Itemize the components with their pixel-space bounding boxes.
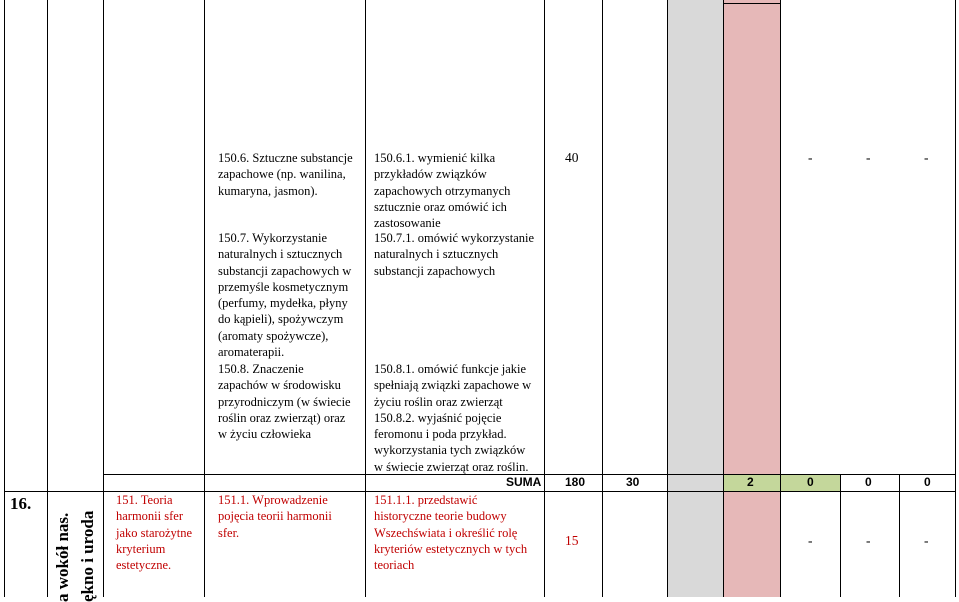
content-item-150-6: 150.6. Sztuczne substancje zapachowe (np. wanilina, kumaryna, jasmon).	[218, 151, 353, 198]
dash-value: -	[866, 150, 871, 165]
grid-line	[4, 0, 5, 597]
grid-line	[544, 0, 545, 597]
suma-label: SUMA	[506, 475, 542, 489]
dash-value: -	[924, 150, 929, 165]
suma-value: 30	[626, 475, 640, 489]
content-item-151-1: 151.1. Wprowadzenie pojęcia teorii harmonii sfer.	[218, 493, 332, 540]
objective-item-150-7: 150.7.1. omówić wykorzystanie naturalnych i sztucznych substancji zapachowych	[374, 231, 535, 278]
grid-line	[47, 0, 48, 597]
suma-value: 0	[865, 475, 872, 489]
topic-151: 151. Teoria harmonii sfer jako starożytne kryterium estetyczne.	[116, 493, 193, 573]
grey-column-fill	[667, 0, 723, 597]
grid-line	[955, 0, 956, 597]
dash-value: -	[866, 533, 871, 548]
hours-value: 15	[565, 533, 579, 548]
grid-line	[723, 3, 780, 4]
grid-line	[103, 0, 104, 597]
content-item-150-7: 150.7. Wykorzystanie naturalnych i sztucznych substancji zapachowych w przemyśle kosmetycznym (perfumy, mydełka, płyny do kąpieli), spożywczym (aromaty spożywcze), aromaterapii.	[218, 231, 352, 360]
grid-line	[667, 0, 668, 597]
chapter-title-line2: ękno i uroda	[78, 510, 97, 602]
objective-item-150-6: 150.6.1. wymienić kilka przykładów związków zapachowych otrzymanych sztucznie oraz omówić ich zastosowanie	[374, 151, 511, 231]
suma-value: 180	[565, 475, 586, 489]
dash-value: -	[924, 533, 929, 548]
hours-value: 40	[565, 150, 579, 165]
grid-line	[840, 474, 841, 597]
chapter-title-line1: a wokół nas.	[53, 512, 72, 602]
objective-item-150-8: 150.8.1. omówić funkcje jakie spełniają związki zapachowe w życiu roślin oraz zwierząt 150.8.2. wyjaśnić pojęcie feromonu i poda przykład. wykorzystania tych związków w świecie zwierząt oraz roślin.	[374, 362, 532, 474]
green-cell-fill	[723, 474, 840, 491]
suma-value: 0	[924, 475, 931, 489]
suma-value: 2	[747, 475, 754, 489]
content-item-150-8: 150.8. Znaczenie zapachów w środowisku przyrodniczym (w świecie roślin oraz zwierząt) oraz w życiu człowieka	[218, 362, 351, 442]
grid-line	[204, 0, 205, 597]
grid-line	[602, 0, 603, 597]
objective-item-151-1-1: 151.1.1. przedstawić historyczne teorie budowy Wszechświata i określić rolę kryteriów estetycznych w tych teoriach	[374, 493, 528, 573]
suma-value: 0	[807, 475, 814, 489]
grid-line	[899, 474, 900, 597]
grid-line	[723, 0, 724, 597]
grid-line	[780, 0, 781, 597]
dash-value: -	[808, 150, 813, 165]
pink-column-fill	[723, 0, 780, 597]
lesson-number: 16.	[10, 494, 32, 513]
dash-value: -	[808, 533, 813, 548]
grid-line	[365, 0, 366, 597]
